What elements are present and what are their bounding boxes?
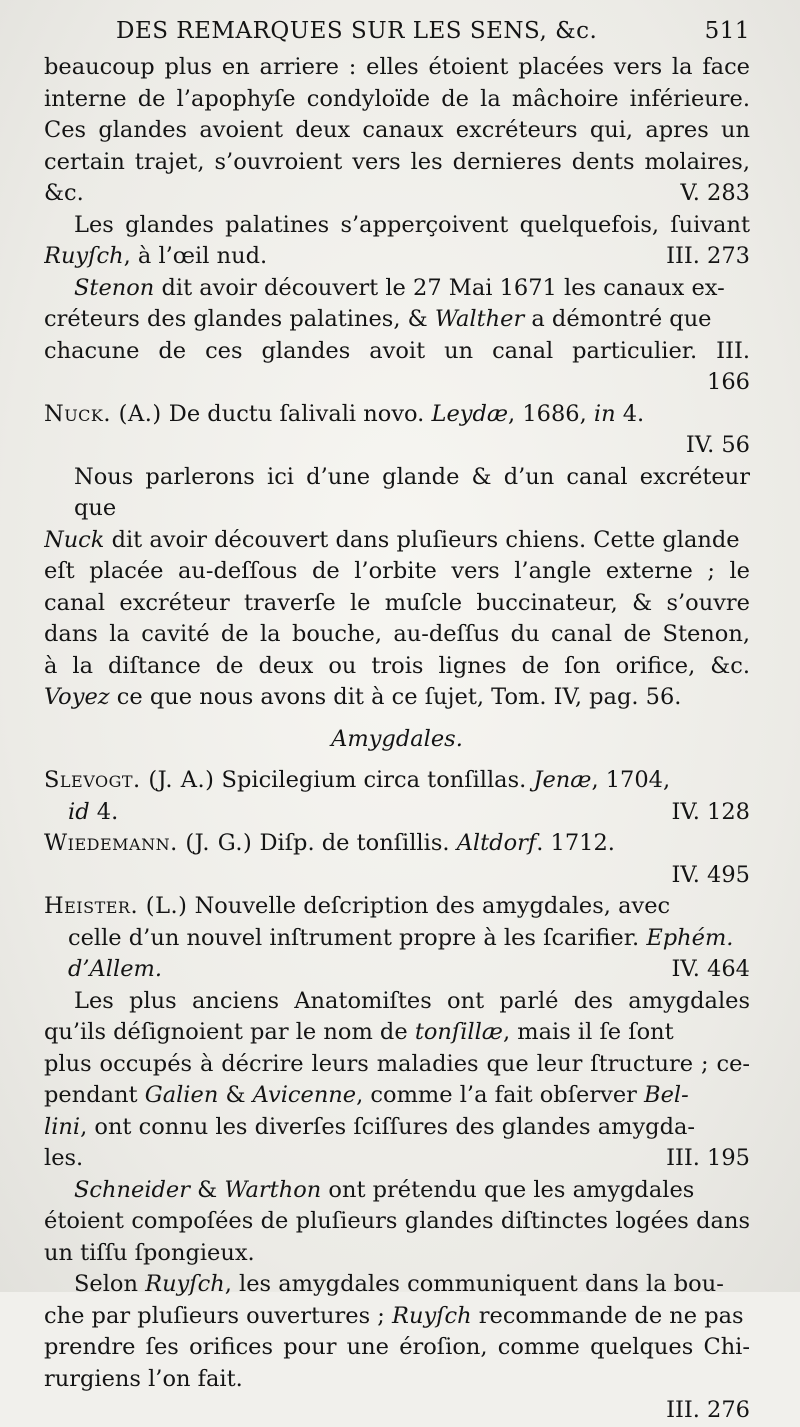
author-name: Wiedemann. (J. G.) xyxy=(44,830,253,856)
text-line: dans la cavité de la bouche, au-deſſus du canal de Stenon, xyxy=(44,621,750,647)
format-label: in xyxy=(593,400,616,427)
author-name: Slevogt. (J. A.) xyxy=(44,767,215,793)
bibliography-entry xyxy=(44,765,750,797)
text-fragment: , ont connu les diverſes ſciſſures des glandes amygda- xyxy=(80,1113,695,1140)
text-fragment: ce que nous avons dit à ce ſujet, Tom. IV, pag. 56. xyxy=(109,684,682,710)
text-fragment: 4. xyxy=(615,400,645,427)
author-name: Warthon xyxy=(224,1176,322,1203)
text-fragment: Spicilegium circa tonſillas. xyxy=(214,767,534,793)
reference: IV. 56 xyxy=(685,432,750,458)
reference: III. 195 xyxy=(666,1145,750,1171)
text-fragment: , comme l’a fait obſerver xyxy=(356,1082,645,1108)
section-title: Amygdales. xyxy=(331,725,463,752)
text-line: à la diſtance de deux ou trois lignes de ſon orifice, &c. xyxy=(44,652,750,679)
format-label: id xyxy=(68,798,90,825)
author-name: Ruyſch xyxy=(145,1271,225,1297)
text-line xyxy=(44,1143,750,1175)
text-line: un tiſſu ſpongieux. xyxy=(44,1239,255,1266)
page-number: 511 xyxy=(704,18,750,44)
text-line: plus occupés à décrire leurs maladies que leur ſtructure ; ce- xyxy=(44,1050,750,1077)
author-name: Schneider xyxy=(74,1176,190,1203)
text-line: rurgiens l’on fait. xyxy=(44,1365,243,1392)
place-name: Jenæ xyxy=(533,767,592,793)
text-line: Les glandes palatines s’apperçoivent quelquefois, ſuivant xyxy=(74,211,750,238)
text-line xyxy=(44,178,750,210)
text-line: prendre ſes orifices pour une éroſion, comme quelques Chi- xyxy=(44,1334,750,1360)
text-line xyxy=(44,241,750,273)
journal-name: Ephém. xyxy=(646,924,734,951)
author-name: Bel- xyxy=(644,1082,689,1108)
text-fragment: créteurs des glandes palatines, & xyxy=(44,306,435,332)
text-line xyxy=(44,1301,750,1333)
text-line: certain trajet, s’ouvroient vers les dernieres dents molaires, xyxy=(44,148,750,175)
text-line xyxy=(44,1175,750,1207)
text-line xyxy=(44,1112,750,1144)
text-fragment: recommande de ne pas xyxy=(471,1302,744,1329)
text-fragment: , 1704, xyxy=(591,767,671,793)
body-text xyxy=(44,52,750,1427)
text-fragment: pendant xyxy=(44,1082,145,1108)
text-fragment: . 1712. xyxy=(536,830,615,856)
text-line xyxy=(44,797,750,829)
term: tonſillæ xyxy=(414,1019,503,1045)
text-fragment: 4. xyxy=(89,798,119,825)
text-line: canal excréteur traverſe le muſcle buccinateur, & s’ouvre xyxy=(44,589,750,616)
reference: III. 276 xyxy=(666,1397,750,1423)
text-line: étoient compoſées de pluſieurs glandes diſtinctes logées dans xyxy=(44,1208,750,1234)
text-line xyxy=(44,1269,750,1301)
reference: IV. 128 xyxy=(671,798,750,825)
text-line: Les plus anciens Anatomiſtes ont parlé des amygdales xyxy=(74,987,750,1014)
text-fragment: celle d’un nouvel inſtrument propre à les ſcarifier. xyxy=(68,924,647,951)
text-line xyxy=(44,1017,750,1049)
author-name: Heister. (L.) xyxy=(44,893,188,919)
place-name: Altdorf xyxy=(456,830,537,856)
text-fragment: & xyxy=(189,1176,225,1203)
author-name: Stenon xyxy=(74,274,155,301)
text-fragment: Voyez xyxy=(44,684,110,710)
journal-name: d’Allem. xyxy=(68,956,162,982)
text-line: chacune de ces glandes avoit un canal particulier. III. xyxy=(44,337,750,364)
text-line xyxy=(44,682,750,714)
text-fragment: dit avoir découvert dans pluſieurs chiens. Cette glande xyxy=(104,526,740,553)
text-line xyxy=(44,525,750,557)
text-fragment: Diſp. de tonſillis. xyxy=(252,830,457,856)
text-fragment: , 1686, xyxy=(508,400,594,427)
text-fragment: ont prétendu que les amygdales xyxy=(321,1176,695,1203)
text-fragment: che par pluſieurs ouvertures ; xyxy=(44,1302,393,1329)
text-fragment: , mais il ſe ſont xyxy=(502,1019,674,1045)
author-name: Ruyſch xyxy=(44,243,124,269)
text-line: beaucoup plus en arriere : elles étoient placées vers la face xyxy=(44,54,750,80)
author-name: Nuck xyxy=(44,526,105,553)
reference: V. 283 xyxy=(680,180,750,206)
bibliography-entry xyxy=(44,399,750,431)
text-fragment: & xyxy=(218,1082,253,1108)
text-line xyxy=(44,1080,750,1112)
running-head xyxy=(44,14,750,48)
text-fragment: &c. xyxy=(44,180,84,206)
reference: IV. 495 xyxy=(671,861,750,888)
text-line: Ces glandes avoient deux canaux excréteurs qui, apres un xyxy=(44,117,750,143)
author-name: lini xyxy=(44,1113,81,1140)
author-name: Nuck. (A.) xyxy=(44,400,162,427)
bibliography-entry xyxy=(44,828,750,860)
author-name: Ruyſch xyxy=(392,1302,472,1329)
text-fragment: , les amygdales communiquent dans la bou- xyxy=(224,1271,724,1297)
text-fragment: De ductu ſalivali novo. xyxy=(161,400,432,427)
text-line: Nous parlerons ici d’une glande & d’un canal excréteur que xyxy=(74,463,750,521)
reference: III. 273 xyxy=(666,243,750,269)
text-fragment: a démontré que xyxy=(524,306,712,332)
text-line: interne de l’apophyſe condyloïde de la mâchoire inférieure. xyxy=(44,85,750,112)
reference: 166 xyxy=(707,369,750,395)
author-name: Avicenne xyxy=(252,1082,357,1108)
text-fragment: les. xyxy=(44,1145,84,1171)
text-fragment: qu’ils déſignoient par le nom de xyxy=(44,1019,415,1045)
bibliography-entry xyxy=(44,891,750,923)
text-fragment: , à l’œil nud. xyxy=(123,243,268,269)
text-line xyxy=(44,273,750,305)
text-fragment: Selon xyxy=(74,1271,146,1297)
author-name: Galien xyxy=(144,1082,219,1108)
text-line xyxy=(44,923,750,955)
running-title: DES REMARQUES SUR LES SENS, &c. xyxy=(116,18,598,44)
author-name: Walther xyxy=(434,306,525,332)
reference: IV. 464 xyxy=(671,956,750,982)
text-line: eſt placée au-deſſous de l’orbite vers l’angle externe ; le xyxy=(44,558,750,584)
text-fragment: Nouvelle deſcription des amygdales, avec xyxy=(187,893,671,919)
text-fragment: dit avoir découvert le 27 Mai 1671 les canaux ex- xyxy=(154,274,725,301)
place-name: Leydæ xyxy=(431,400,509,427)
text-line xyxy=(44,304,750,336)
text-line xyxy=(44,954,750,986)
